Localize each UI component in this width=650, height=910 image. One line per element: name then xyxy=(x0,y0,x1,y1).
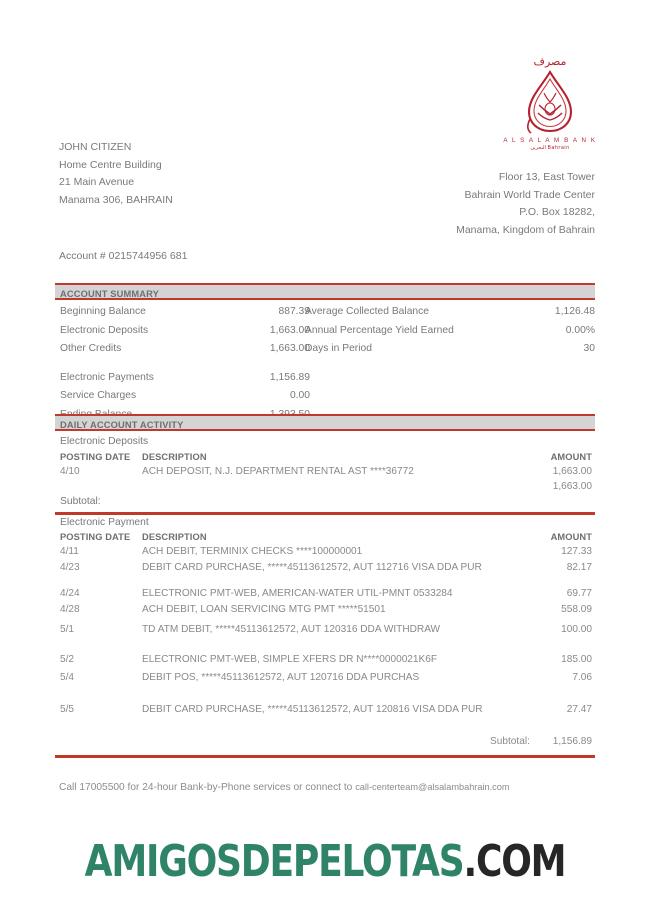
bank-logo xyxy=(497,55,603,151)
customer-address-line-1: Home Centre Building xyxy=(59,158,162,171)
customer-address-line-2: 21 Main Avenue xyxy=(59,176,135,188)
electronic-payment-heading: Electronic Payment xyxy=(60,517,149,528)
row-amount: 127.33 xyxy=(561,546,592,557)
row-description: TD ATM DEBIT, *****45113612572, AUT 120316 DDA WITHDRAW xyxy=(142,624,441,635)
account-summary-header xyxy=(55,283,595,300)
row-amount: 185.00 xyxy=(561,654,592,665)
row-amount: 69.77 xyxy=(566,588,592,599)
row-amount: 7.06 xyxy=(572,672,592,683)
watermark-primary: AMIGOSDEPELOTAS xyxy=(84,836,464,887)
row-description: ELECTRONIC PMT-WEB, SIMPLE XFERS DR N****0000021K6F xyxy=(142,654,438,665)
row-date: 4/23 xyxy=(60,562,80,573)
daily-activity-title: DAILY ACCOUNT ACTIVITY xyxy=(60,419,184,430)
payments-section-divider xyxy=(55,755,595,758)
summary-row xyxy=(60,369,310,388)
customer-name: JOHN CITIZEN xyxy=(59,141,132,153)
bank-address-line-3: P.O. Box 18282, xyxy=(519,206,595,218)
daily-activity-header xyxy=(55,414,595,431)
summary-label: Other Credits xyxy=(60,343,122,354)
bank-address-line-2: Bahrain World Trade Center xyxy=(464,188,595,201)
logo-subtitle: البحرين Bahrain xyxy=(530,145,570,151)
footer-email[interactable]: call-centerteam@alsalambahrain.com xyxy=(355,782,510,792)
summary-row xyxy=(305,322,595,341)
deposits-subtotal-label: Subtotal: xyxy=(60,496,101,507)
row-date: 5/1 xyxy=(60,624,75,635)
row-description: ACH DEPOSIT, N.J. DEPARTMENT RENTAL AST ****36772 xyxy=(142,466,414,477)
table-row xyxy=(55,562,595,580)
flame-logo-icon xyxy=(497,69,603,135)
customer-address xyxy=(59,139,173,209)
account-summary-title: ACCOUNT SUMMARY xyxy=(60,288,160,299)
column-posting-date: POSTING DATE xyxy=(60,452,131,462)
summary-row xyxy=(305,340,595,359)
payments-subtotal-value: 1,156.89 xyxy=(552,736,592,747)
summary-label: Average Collected Balance xyxy=(305,306,430,317)
column-amount: AMOUNT xyxy=(550,532,592,542)
row-amount: 82.17 xyxy=(566,562,592,573)
summary-value: 0.00 xyxy=(289,390,310,401)
summary-label: Annual Percentage Yield Earned xyxy=(305,324,454,336)
payments-subtotal-label: Subtotal: xyxy=(490,736,530,747)
row-description: DEBIT CARD PURCHASE, *****45113612572, AUT 120816 VISA DDA PUR xyxy=(142,704,483,715)
table-row xyxy=(55,624,595,642)
row-amount: 1,663.00 xyxy=(552,466,592,477)
row-date: 5/2 xyxy=(60,654,75,665)
summary-label: Electronic Payments xyxy=(60,371,154,383)
table-row xyxy=(55,604,595,622)
row-date: 4/24 xyxy=(60,588,80,599)
summary-row xyxy=(60,340,310,359)
summary-row xyxy=(60,322,310,341)
summary-right-column xyxy=(305,303,595,359)
deposits-total-amount: 1,663.00 xyxy=(552,481,592,492)
summary-spacer xyxy=(60,359,310,369)
footer-text: Call 17005500 for 24-hour Bank-by-Phone services or connect to xyxy=(59,782,356,793)
row-description: DEBIT CARD PURCHASE, *****45113612572, AUT 112716 VISA DDA PUR xyxy=(142,562,482,573)
row-date: 5/5 xyxy=(60,704,75,715)
row-amount: 100.00 xyxy=(561,624,592,635)
column-description: DESCRIPTION xyxy=(142,532,207,542)
row-description: ELECTRONIC PMT-WEB, AMERICAN-WATER UTIL-PMNT 0533284 xyxy=(142,588,453,599)
summary-label: Service Charges xyxy=(60,390,137,401)
logo-wordmark: A L S A L A M B A N K xyxy=(503,137,597,144)
logo-arabic-script: مصرف xyxy=(533,55,567,68)
row-amount: 558.09 xyxy=(561,604,592,615)
electronic-deposits-heading: Electronic Deposits xyxy=(60,436,149,447)
table-row xyxy=(55,654,595,672)
bank-address xyxy=(456,169,595,239)
column-posting-date: POSTING DATE xyxy=(60,532,131,542)
table-row xyxy=(55,672,595,690)
account-number: Account # 0215744956 681 xyxy=(59,250,188,262)
row-description: ACH DEBIT, TERMINIX CHECKS ****100000001 xyxy=(142,546,363,557)
customer-address-line-3: Manama 306, BAHRAIN xyxy=(59,193,173,206)
summary-value: 1,126.48 xyxy=(554,306,595,317)
row-date: 4/10 xyxy=(60,466,80,477)
summary-left-column xyxy=(60,303,310,424)
deposits-section-divider xyxy=(55,512,595,515)
row-date: 4/28 xyxy=(60,604,80,615)
summary-value: 30 xyxy=(583,343,595,354)
summary-value: 1,663.00 xyxy=(269,324,310,336)
summary-row xyxy=(60,303,310,322)
row-description: DEBIT POS, *****45113612572, AUT 120716 DDA PURCHAS xyxy=(142,672,420,683)
summary-value: 1,156.89 xyxy=(269,371,310,383)
bank-address-line-1: Floor 13, East Tower xyxy=(498,171,595,183)
row-description: ACH DEBIT, LOAN SERVICING MTG PMT *****51501 xyxy=(142,604,386,615)
row-amount: 27.47 xyxy=(566,704,592,715)
summary-value: 0.00% xyxy=(565,324,595,336)
site-watermark xyxy=(59,836,592,887)
column-description: DESCRIPTION xyxy=(142,452,207,462)
summary-value: 1,663.00 xyxy=(269,343,310,354)
summary-row xyxy=(60,387,310,406)
bank-address-line-4: Manama, Kingdom of Bahrain xyxy=(456,223,595,236)
row-date: 4/11 xyxy=(60,546,79,557)
summary-value: 887.39 xyxy=(278,306,310,317)
footer-contact xyxy=(59,782,510,793)
payments-subtotal xyxy=(490,736,592,747)
column-amount: AMOUNT xyxy=(550,452,592,462)
summary-label: Electronic Deposits xyxy=(60,324,149,336)
summary-row xyxy=(305,303,595,322)
summary-label: Beginning Balance xyxy=(60,306,146,317)
summary-label: Days in Period xyxy=(305,343,372,354)
row-date: 5/4 xyxy=(60,672,75,683)
table-row xyxy=(55,704,595,722)
watermark-suffix: .COM xyxy=(463,836,566,887)
table-row xyxy=(55,466,595,484)
